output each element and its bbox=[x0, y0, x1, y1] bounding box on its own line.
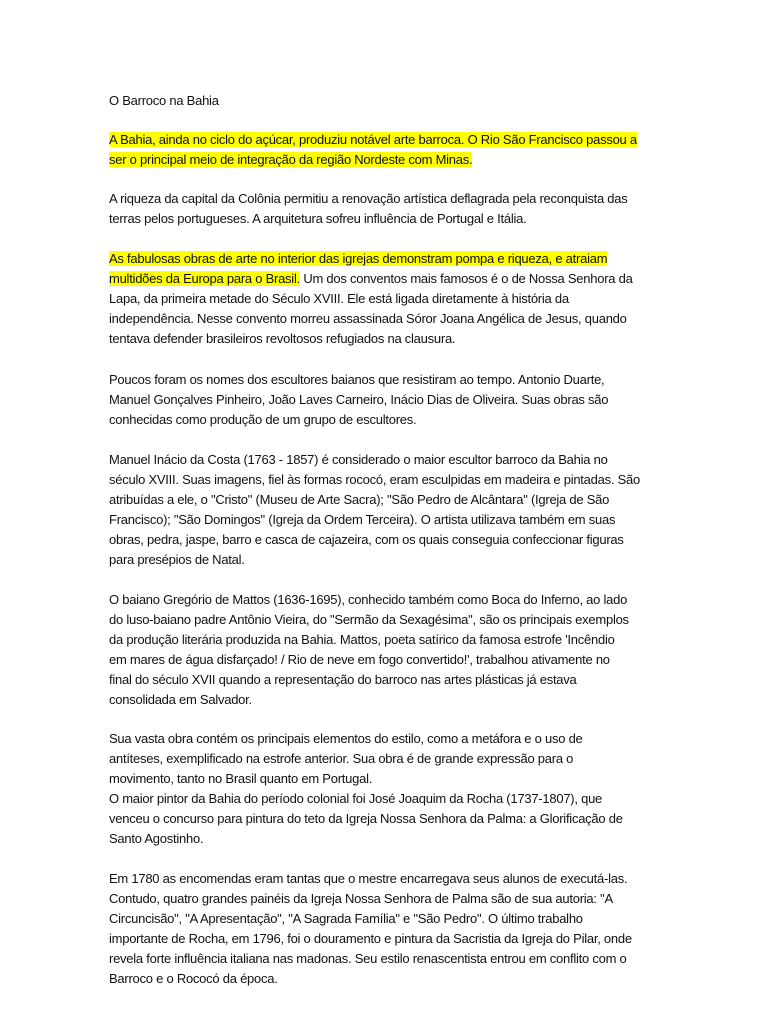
highlighted-text: A Bahia, ainda no ciclo do açúcar, produziu notável arte barroca. O Rio São Francisco passou a bbox=[109, 132, 637, 147]
body-text: O baiano Gregório de Mattos (1636-1695), conhecido também como Boca do Inferno, ao lado bbox=[109, 592, 628, 607]
paragraph-8-line bbox=[109, 889, 613, 909]
body-text: Santo Agostinho. bbox=[109, 831, 204, 846]
body-text: Um dos conventos mais famosos é o de Nossa Senhora da bbox=[299, 271, 633, 286]
paragraph-2-line bbox=[109, 189, 628, 209]
paragraph-8-line bbox=[109, 909, 583, 929]
paragraph-7-line bbox=[109, 789, 602, 809]
body-text: Barroco e o Rococó da época. bbox=[109, 971, 278, 986]
body-text: Em 1780 as encomendas eram tantas que o mestre encarregava seus alunos de executá-las. bbox=[109, 871, 628, 886]
paragraph-7-line bbox=[109, 749, 573, 769]
paragraph-5-line bbox=[109, 450, 608, 470]
paragraph-6-line bbox=[109, 630, 615, 650]
highlighted-text: multidões da Europa para o Brasil. bbox=[109, 271, 300, 286]
body-text: movimento, tanto no Brasil quanto em Portugal. bbox=[109, 771, 373, 786]
paragraph-1-line bbox=[109, 150, 472, 170]
body-text: A riqueza da capital da Colônia permitiu a renovação artística deflagrada pela reconquista das bbox=[109, 191, 628, 206]
body-text: Manuel Inácio da Costa (1763 - 1857) é considerado o maior escultor barroco da Bahia no bbox=[109, 452, 608, 467]
paragraph-4-line bbox=[109, 410, 416, 430]
paragraph-6-line bbox=[109, 670, 577, 690]
body-text: Francisco); "São Domingos" (Igreja da Ordem Terceira). O artista utilizava também em suas bbox=[109, 512, 616, 527]
body-text: Circuncisão", "A Apresentação", "A Sagrada Família" e "São Pedro". O último trabalho bbox=[109, 911, 583, 926]
body-text: obras, pedra, jaspe, barro e casca de cajazeira, com os quais conseguia confeccionar figuras bbox=[109, 532, 624, 547]
document-title: O Barroco na Bahia bbox=[109, 93, 219, 108]
body-text: independência. Nesse convento morreu assassinada Sóror Joana Angélica de Jesus, quando bbox=[109, 311, 627, 326]
body-text: conhecidas como produção de um grupo de escultores. bbox=[109, 412, 417, 427]
body-text: consolidada em Salvador. bbox=[109, 692, 252, 707]
paragraph-7-line bbox=[109, 729, 583, 749]
paragraph-3-line bbox=[109, 309, 627, 329]
body-text: importante de Rocha, em 1796, foi o douramento e pintura da Sacristia da Igreja do Pilar, onde bbox=[109, 931, 632, 946]
highlighted-text: ser o principal meio de integração da região Nordeste com Minas. bbox=[109, 152, 473, 167]
body-text: tentava defender brasileiros revoltosos refugiados na clausura. bbox=[109, 331, 456, 346]
paragraph-1-line bbox=[109, 130, 637, 150]
body-text: Manuel Gonçalves Pinheiro, João Laves Carneiro, Inácio Dias de Oliveira. Suas obras são bbox=[109, 392, 609, 407]
body-text: venceu o concurso para pintura do teto da Igreja Nossa Senhora da Palma: a Glorificação de bbox=[109, 811, 623, 826]
paragraph-5-line bbox=[109, 490, 609, 510]
body-text: O maior pintor da Bahia do período colonial foi José Joaquim da Rocha (1737-1807), que bbox=[109, 791, 603, 806]
body-text: Sua vasta obra contém os principais elementos do estilo, como a metáfora e o uso de bbox=[109, 731, 583, 746]
paragraph-5-line bbox=[109, 510, 615, 530]
body-text: século XVIII. Suas imagens, fiel às formas rococó, eram esculpidas em madeira e pintadas. São bbox=[109, 472, 640, 487]
paragraph-5-line bbox=[109, 470, 640, 490]
body-text: para presépios de Natal. bbox=[109, 552, 245, 567]
paragraph-8-line bbox=[109, 969, 278, 989]
paragraph-6-line bbox=[109, 690, 252, 710]
body-text: antíteses, exemplificado na estrofe anterior. Sua obra é de grande expressão para o bbox=[109, 751, 574, 766]
paragraph-2-line bbox=[109, 209, 526, 229]
body-text: da produção literária produzida na Bahia. Mattos, poeta satírico da famosa estrofe 'Incêndio bbox=[109, 632, 615, 647]
body-text: revela forte influência italiana nas madonas. Seu estilo renascentista entrou em conflito com o bbox=[109, 951, 627, 966]
paragraph-8-line bbox=[109, 869, 627, 889]
paragraph-4-line bbox=[109, 370, 604, 390]
paragraph-3-line bbox=[109, 269, 633, 289]
paragraph-6-line bbox=[109, 610, 629, 630]
body-text: do luso-baiano padre Antônio Vieira, do "Sermão da Sexagésima", são os principais exemplos bbox=[109, 612, 629, 627]
paragraph-3-line bbox=[109, 249, 607, 269]
paragraph-7-line bbox=[109, 769, 372, 789]
body-text: final do século XVII quando a representação do barroco nas artes plásticas já estava bbox=[109, 672, 577, 687]
paragraph-6-line bbox=[109, 590, 627, 610]
paragraph-6-line bbox=[109, 650, 610, 670]
body-text: Contudo, quatro grandes painéis da Igreja Nossa Senhora de Palma são de sua autoria: "A bbox=[109, 891, 613, 906]
paragraph-3-line bbox=[109, 289, 569, 309]
paragraph-5-line bbox=[109, 530, 624, 550]
body-text: atribuídas a ele, o "Cristo" (Museu de Arte Sacra); "São Pedro de Alcântara" (Igreja de São bbox=[109, 492, 610, 507]
paragraph-3-line bbox=[109, 329, 455, 349]
paragraph-4-line bbox=[109, 390, 608, 410]
body-text: em mares de água disfarçado! / Rio de neve em fogo convertido!', trabalhou ativamente no bbox=[109, 652, 610, 667]
paragraph-7-line bbox=[109, 809, 623, 829]
body-text: terras pelos portugueses. A arquitetura sofreu influência de Portugal e Itália. bbox=[109, 211, 527, 226]
paragraph-8-line bbox=[109, 949, 627, 969]
paragraph-5-line bbox=[109, 550, 245, 570]
highlighted-text: As fabulosas obras de arte no interior das igrejas demonstram pompa e riqueza, e atraiam bbox=[109, 251, 608, 266]
paragraph-7-line bbox=[109, 829, 203, 849]
body-text: Lapa, da primeira metade do Século XVIII. Ele está ligada diretamente à história da bbox=[109, 291, 569, 306]
body-text: Poucos foram os nomes dos escultores baianos que resistiram ao tempo. Antonio Duarte, bbox=[109, 372, 605, 387]
paragraph-8-line bbox=[109, 929, 632, 949]
